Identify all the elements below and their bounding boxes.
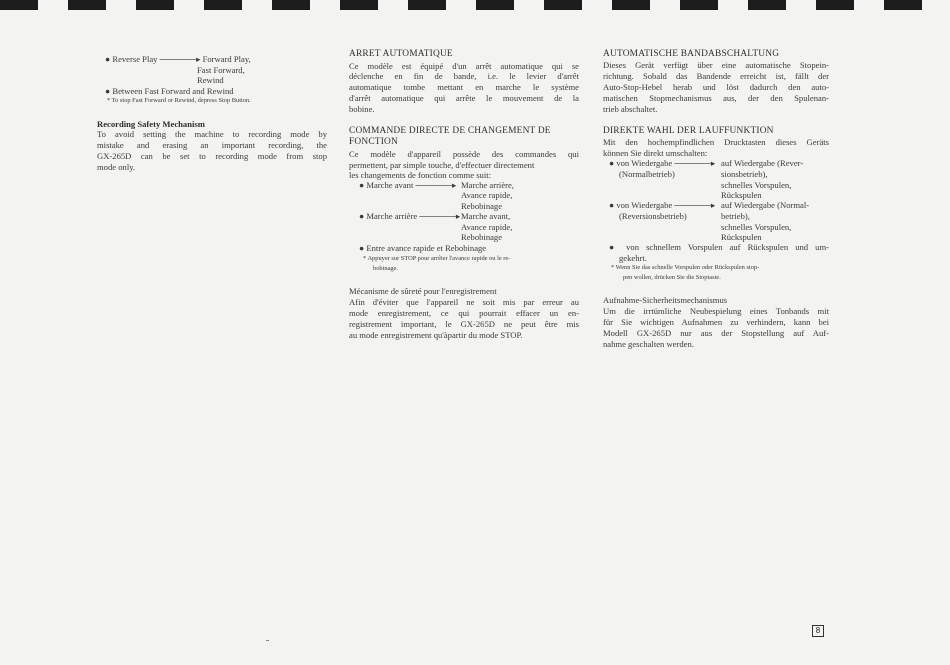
- fr-stop-note-2: bobinage.: [373, 265, 399, 272]
- fr-reverse-item: ● Marche arrière ──────▸: [359, 211, 461, 221]
- de-play-1-opt-1: auf Wiedergabe (Rever-: [721, 158, 804, 168]
- en-rewind: Rewind: [197, 75, 224, 85]
- en-safety-text-2: mistake and erasing an important recording, the: [97, 140, 327, 150]
- fr-auto-stop-text-4: d'arrêt automatique qui arrête le mouvement de la: [349, 93, 579, 103]
- de-auto-stop-text-5: trieb abschaltet.: [603, 104, 658, 114]
- de-auto-stop-text-3: Auto-Stop-Hebel herab und löst dadurch den auto-: [603, 82, 829, 92]
- fr-forward-opt-3: Rebobinage: [461, 201, 503, 211]
- page-number: 8: [812, 625, 824, 637]
- fr-forward-opt-2: Avance rapide,: [461, 190, 513, 200]
- en-reverse-play-item: ● Reverse Play ──────▸ Forward Play,: [105, 54, 251, 64]
- fr-safety-text-2: mode enregistrement, ce qui pourrait effacer un en-: [349, 308, 579, 318]
- de-safety-text-4: nahme geschalten werden.: [603, 339, 694, 349]
- en-safety-heading: Recording Safety Mechanism: [97, 119, 205, 129]
- fr-safety-text-3: registrement important, le GX-265D ne peut être mis: [349, 319, 579, 329]
- en-between-item: ● Between Fast Forward and Rewind: [105, 86, 234, 96]
- fr-reverse-opt-2: Avance rapide,: [461, 222, 513, 232]
- fr-safety-text-1: Afin d'éviter que l'appareil ne soit mis par erreur au: [349, 297, 579, 307]
- de-play-item-2: ● von Wiedergabe ──────▸: [609, 200, 716, 210]
- de-play-item-2-mode: (Reversionsbetrieb): [619, 211, 687, 221]
- de-auto-stop-text-4: matischen Stopmechanismus aus, der den Spulenan-: [603, 93, 829, 103]
- fr-auto-stop-text-2: déclenche en fin de bande, i.e. le levier d'arrêt: [349, 71, 579, 81]
- de-safety-text-1: Um die irrtümliche Neubespielung eines Tonbands mit: [603, 306, 829, 316]
- scan-speck: [266, 640, 269, 641]
- de-safety-heading: Aufnahme-Sicherheitsmechanismus: [603, 295, 728, 305]
- fr-auto-stop-text-5: bobine.: [349, 104, 375, 114]
- binding-holes-strip: [0, 0, 950, 10]
- en-safety-text-3: GX-265D can be set to recording mode from stop: [97, 151, 327, 161]
- fr-safety-text-4: au mode enregistrement qu'àpartir du mode STOP.: [349, 330, 523, 340]
- fr-safety-heading: Mécanisme de sûreté pour l'enregistrement: [349, 286, 497, 296]
- en-stop-note: * To stop Fast Forward or Rewind, depress Stop Button.: [107, 97, 251, 104]
- fr-reverse-opt-1: Marche avant,: [461, 211, 511, 221]
- de-safety-text-2: für Sie wichtigen Aufnahmen zu verhindern, kann bei: [603, 317, 829, 327]
- en-safety-text-1: To avoid setting the machine to recording mode by: [97, 129, 327, 139]
- de-play-1-opt-3: schnelles Vorspulen,: [721, 180, 792, 190]
- de-safety-text-3: Modell GX-265D nur aus der Stopstellung auf Auf-: [603, 328, 829, 338]
- en-fast-forward: Fast Forward,: [197, 65, 245, 75]
- fr-direct-text-3: les changements de fonction comme suit:: [349, 170, 491, 180]
- de-play-2-opt-4: Rückspulen: [721, 232, 762, 242]
- de-auto-stop-text-2: richtung. Sobald das Bandende erreicht ist, fällt der: [603, 71, 829, 81]
- fr-direct-heading-1: COMMANDE DIRECTE DE CHANGEMENT DE: [349, 126, 551, 136]
- de-direct-heading: DIREKTE WAHL DER LAUFFUNKTION: [603, 126, 774, 136]
- fr-stop-note-1: * Appuyer sur STOP pour arrêter l'avance rapide ou le re-: [363, 255, 511, 262]
- de-play-2-opt-1: auf Wiedergabe (Normal-: [721, 200, 810, 210]
- de-between-item-1: ● von schnellem Vorspulen auf Rückspulen und um-: [609, 242, 829, 252]
- fr-auto-stop-heading: ARRET AUTOMATIQUE: [349, 49, 453, 59]
- de-auto-stop-text-1: Dieses Gerät verfügt über eine automatische Stopein-: [603, 60, 829, 70]
- fr-forward-opt-1: Marche arrière,: [461, 180, 514, 190]
- fr-direct-text-1: Ce modèle d'appareil possède des commandes qui: [349, 149, 579, 159]
- de-play-2-opt-3: schnelles Vorspulen,: [721, 222, 792, 232]
- de-auto-stop-heading: AUTOMATISCHE BANDABSCHALTUNG: [603, 49, 780, 59]
- fr-reverse-opt-3: Rebobinage: [461, 232, 503, 242]
- fr-direct-text-2: permettent, par simple touche, d'effectuer directement: [349, 160, 535, 170]
- fr-auto-stop-text-3: automatique tombe mettant en marche le système: [349, 82, 579, 92]
- fr-between-item: ● Entre avance rapide et Rebobinage: [359, 243, 487, 253]
- fr-forward-item: ● Marche avant ──────▸: [359, 180, 457, 190]
- de-direct-text-2: können Sie direkt umschalten:: [603, 148, 708, 158]
- de-stop-note-2: pen wollen, drücken Sie die Stoptaste.: [623, 274, 721, 281]
- de-play-1-opt-4: Rückspulen: [721, 190, 762, 200]
- de-play-item-1-mode: (Normalbetrieb): [619, 169, 675, 179]
- de-between-item-2: gekehrt.: [619, 253, 647, 263]
- de-direct-text-1: Mit den hochempfindlichen Drucktasten dieses Geräts: [603, 137, 829, 147]
- de-play-1-opt-2: sionsbetrieb),: [721, 169, 768, 179]
- de-stop-note-1: * Wenn Sie das schnelle Vorspulen oder Rückspulen stop-: [611, 264, 760, 271]
- en-safety-text-4: mode only.: [97, 162, 136, 172]
- fr-direct-heading-2: FONCTION: [349, 137, 398, 147]
- de-play-2-opt-2: betrieb),: [721, 211, 750, 221]
- fr-auto-stop-text-1: Ce modèle est équipé d'un arrêt automatique qui se: [349, 61, 579, 71]
- de-play-item-1: ● von Wiedergabe ──────▸: [609, 158, 716, 168]
